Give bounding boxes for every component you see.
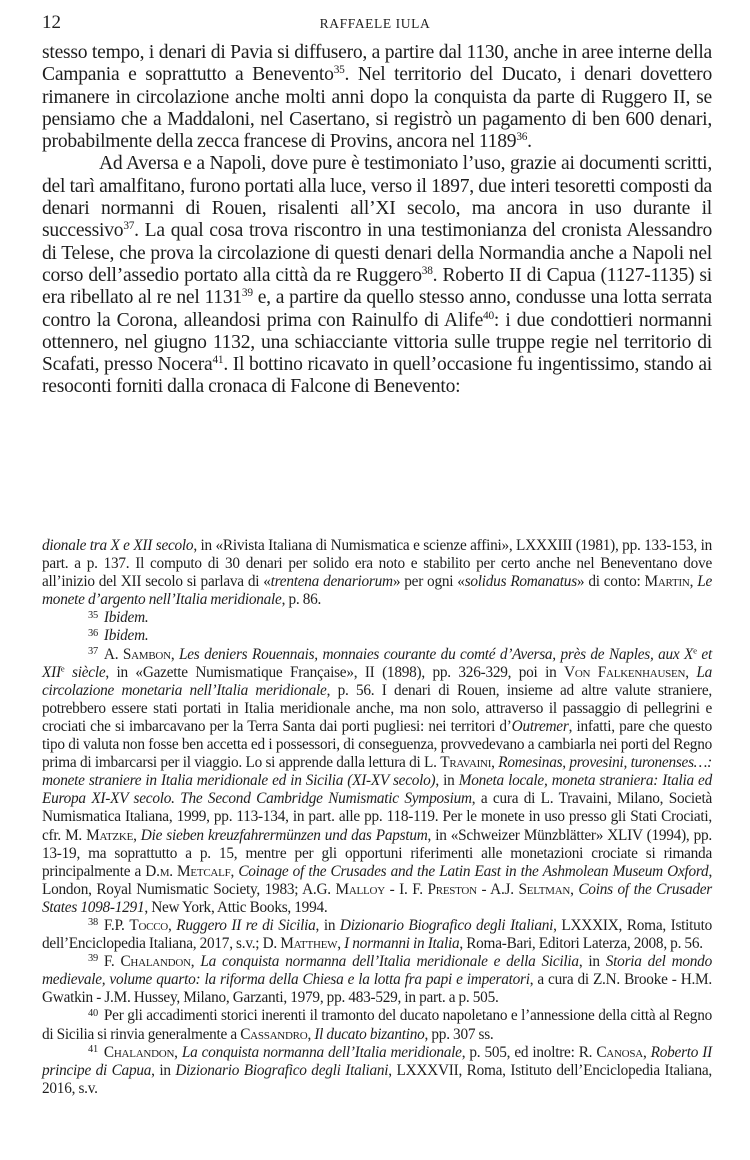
footnote-number: 38 bbox=[88, 917, 98, 929]
footnote-number: 39 bbox=[88, 953, 98, 965]
running-head: RAFFAELE IULA bbox=[319, 16, 431, 31]
footnote-ref[interactable]: 38 bbox=[421, 264, 433, 277]
footnote-ref[interactable]: 37 bbox=[123, 220, 135, 233]
footnotes bbox=[42, 537, 712, 1098]
footnote-number: 36 bbox=[88, 627, 98, 639]
footnote-36: $^{36}$ Ibidem. bbox=[88, 627, 149, 645]
footnote-number: 41 bbox=[88, 1043, 98, 1055]
footnote-ref[interactable]: 35 bbox=[333, 64, 345, 77]
footnote-ref[interactable]: 36 bbox=[516, 131, 528, 144]
footnote-35: $^{35}$ Ibidem. bbox=[88, 609, 149, 627]
footnote-number: 35 bbox=[88, 609, 98, 621]
footnote-ref[interactable]: 41 bbox=[212, 354, 224, 367]
footnote-continuation: dionale tra X e XII secolo, in «Rivista Italiana di Numismatica e scienze affini», LXXXIII (1981), pp. 133-153, in part. a p. 137. Il computo di 30 denari per solido era noto e stabilito per certo anche nel Beneventano dove all’inizio del XII secolo si parlava di «trentena denariorum» per ogni «solidus Romanatus» di conto: Martin, Le monete d’argento nell’Italia meridionale, p. 86. bbox=[42, 537, 712, 609]
footnote-number: 37 bbox=[88, 645, 98, 657]
page-number: 12 bbox=[42, 12, 61, 33]
footnote-ref[interactable]: 39 bbox=[241, 287, 253, 300]
footnote-38: $^{38}$ F.P. Tocco, Ruggero II re di Sicilia, in Dizionario Biografico degli Italiani, LXXXIX, Roma, Istituto dell’Enciclopedia Italiana, 2017, s.v.; D. Matthew, I normanni in Italia, Roma-Bari, Editori Laterza, 2008, p. 56. bbox=[42, 916, 712, 953]
footnote-41: $^{41}$ Chalandon, La conquista normanna dell’Italia meridionale, p. 505, ed inoltre: R. Canosa, Roberto II principe di Capua, in Dizionario Biografico degli Italiani, LXXXVII, Roma, Istituto dell’Enciclopedia Italiana, 2016, s.v. bbox=[42, 1043, 712, 1097]
main-text bbox=[42, 42, 712, 399]
footnote-40: $^{40}$ Per gli accadimenti storici inerenti il tramonto del ducato napoletano e l’annessione della città al Regno di Sicilia si rinvia generalmente a Cassandro, Il ducato bizantino, pp. 307 ss. bbox=[42, 1007, 712, 1043]
footnote-39: $^{39}$ F. Chalandon, La conquista normanna dell’Italia meridionale e della Sicilia, in Storia del mondo medievale, volume quarto: la riforma della Chiesa e la lotta fra papi e imperatori, a cura di Z.N. Brooke - H.M. Gwatkin - J.M. Hussey, Milano, Garzanti, 1979, pp. 483-529, in part. a p. 505. bbox=[42, 953, 712, 1007]
paragraph: stesso tempo, i denari di Pavia si diffusero, a partire dal 1130, anche in aree interne della Campania e soprattutto a Benevento$^{35}$. Nel territorio del Ducato, i denari dovettero rimanere in circolazione anche molti anni dopo la conquista da parte di Ruggero II, se pensiamo che a Maddaloni, nel Casertano, si registrò un pagamento di ben 600 denari, probabilmente della zecca francese di Provins, ancora nel 1189$^{36}$. bbox=[42, 42, 712, 153]
footnote-ref[interactable]: 40 bbox=[483, 309, 494, 322]
footnote-number: 40 bbox=[88, 1007, 98, 1019]
paragraph: Ad Aversa e a Napoli, dove pure è testimoniato l’uso, grazie ai documenti scritti, del tarì amalfitano, furono portati alla luce, verso il 1897, due interi tesoretti composti da denari normanni di Rouen, risalenti all’XI secolo, ma ancora in uso durante il successivo$^{37}$. La qual cosa trova riscontro in una testimonianza del cronista Alessandro di Telese, che prova la circolazione di questi denari della Normandia anche a Napoli nel corso dell’assedio portato alla città da re Ruggero$^{38}$. Roberto II di Capua (1127-1135) si era ribellato al re nel 1131$^{39}$ e, a partire da quello stesso anno, condusse una lotta serrata contro la Corona, alleandosi prima con Rainulfo di Alife$^{40}$: i due condottieri normanni ottennero, nel giugno 1132, una schiacciante vittoria sulle truppe regie nel territorio di Scafati, presso Nocera$^{41}$. Il bottino ricavato in quell’occasione fu ingentissimo, stando ai resoconti forniti dalla cronaca di Falcone di Benevento: bbox=[42, 153, 713, 398]
footnote-37: $^{37}$ A. Sambon, Les deniers Rouennais, monnaies courante du comté d’Aversa, près de Naples, aux Xe et XIIe siècle, in «Gazette Numismatique Française», II (1898), pp. 326-329, poi in Von Falkenhausen, La circolazione monetaria nell’Italia meridionale, p. 56. I denari di Rouen, insieme ad altre valute straniere, potrebbero essere stati portati in Italia meridionale anche, ma non solo, attraverso il passaggio di pellegrini e crociati che si imbarcavano per la Terra Santa dai porti pugliesi: nei territori d’Outremer, infatti, pare che questo tipo di valuta non fosse ben accetta ed i possessori, di conseguenza, provvedevano a cambiarla nei porti del Regno prima di imbarcarsi per il viaggio. Lo si apprende dalla lettura di L. Travaini, Romesinas, provesini, turonenses…: monete straniere in Italia meridionale ed in Sicilia (XI-XV secolo), in Moneta locale, moneta straniera: Italia ed Europa XI-XV secolo. The Second Cambridge Numismatic Symposium, a cura di L. Travaini, Milano, Società Numismatica Italiana, 1999, pp. 113-134, in part. alle pp. 118-119. Per le monete in uso presso gli Stati Crociati, cfr. M. Matzke, Die sieben kreuzfahrermünzen und das Papstum, in «Schweizer Münzblätter» XLIV (1994), pp. 13-19, ma soprattutto a p. 15, mentre per gli opportuni riferimenti alle monetazioni crociate si rimanda principalmente a D.m. Metcalf, Coinage of the Crusades and the Latin East in the Ashmolean Museum Oxford, London, Royal Numismatic Society, 1983; A.G. Malloy - I. F. Preston - A.J. Seltman, Coins of the Crusader States 1098-1291, New York, Attic Books, 1994. bbox=[42, 645, 713, 916]
